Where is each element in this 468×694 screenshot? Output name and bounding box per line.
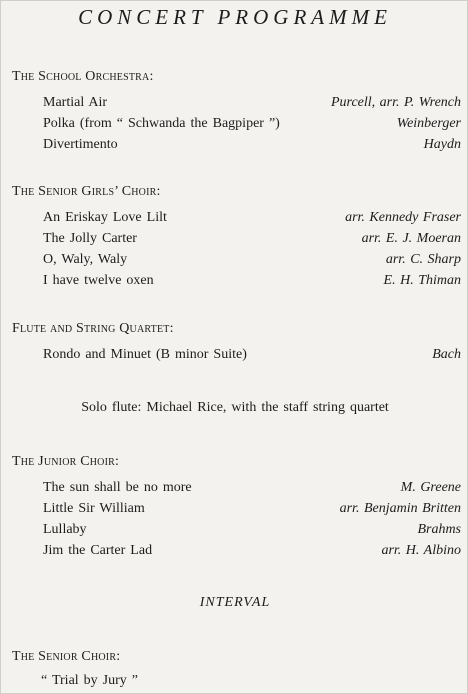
composer-name: arr. H. Albino [381,543,461,558]
composer-name: arr. E. J. Moeran [361,231,461,246]
section-heading-senior-girls-choir: The Senior Girls’ Choir: [12,184,161,199]
programme-item [43,542,461,560]
composer-name: arr. Benjamin Britten [339,501,461,516]
piece-title: “ Trial by Jury ” [41,673,138,688]
piece-title: The sun shall be no more [43,480,192,495]
piece-title: O, Waly, Waly [43,252,128,267]
piece-title: Polka (from “ Schwanda the Bagpiper ”) [43,116,280,131]
composer-name: arr. C. Sharp [385,252,461,267]
piece-title: Lullaby [43,522,87,537]
piece-title: Little Sir William [43,501,145,516]
composer-name: Haydn [423,137,461,152]
programme-item [41,672,459,690]
section-heading-flute-string-quartet: Flute and String Quartet: [12,321,174,336]
composer-name: Bach [432,347,461,362]
piece-title: Martial Air [43,95,108,110]
composer-name: M. Greene [400,480,461,495]
interval-label: INTERVAL [199,595,271,610]
piece-title: I have twelve oxen [43,273,154,288]
programme-item [43,94,461,112]
programme-item [43,500,461,518]
programme-item [43,272,461,290]
programme-item [43,136,461,154]
piece-title: Jim the Carter Lad [43,543,153,558]
piece-title: Divertimento [43,137,118,152]
composer-name: Weinberger [396,116,461,131]
piece-title: Rondo and Minuet (B minor Suite) [43,347,247,362]
composer-name: Purcell, arr. P. Wrench [330,95,461,110]
section-heading-junior-choir: The Junior Choir: [12,454,120,469]
programme-item [43,479,461,497]
piece-title: The Jolly Carter [43,231,137,246]
piece-title: An Eriskay Love Lilt [43,210,167,225]
composer-name: E. H. Thiman [383,273,461,288]
programme-item [43,346,461,364]
programme-item [43,115,461,133]
section-heading-school-orchestra: The School Orchestra: [12,69,154,84]
programme-item [43,521,461,539]
programme-item [43,251,461,269]
section-heading-senior-choir: The Senior Choir: [12,649,121,664]
page-title: CONCERT PROGRAMME [78,5,392,29]
performer-note: Solo flute: Michael Rice, with the staff string quartet [81,400,389,415]
composer-name: arr. Kennedy Fraser [345,210,461,225]
programme-item [43,230,461,248]
composer-name: Brahms [417,522,461,537]
programme-item [43,209,461,227]
